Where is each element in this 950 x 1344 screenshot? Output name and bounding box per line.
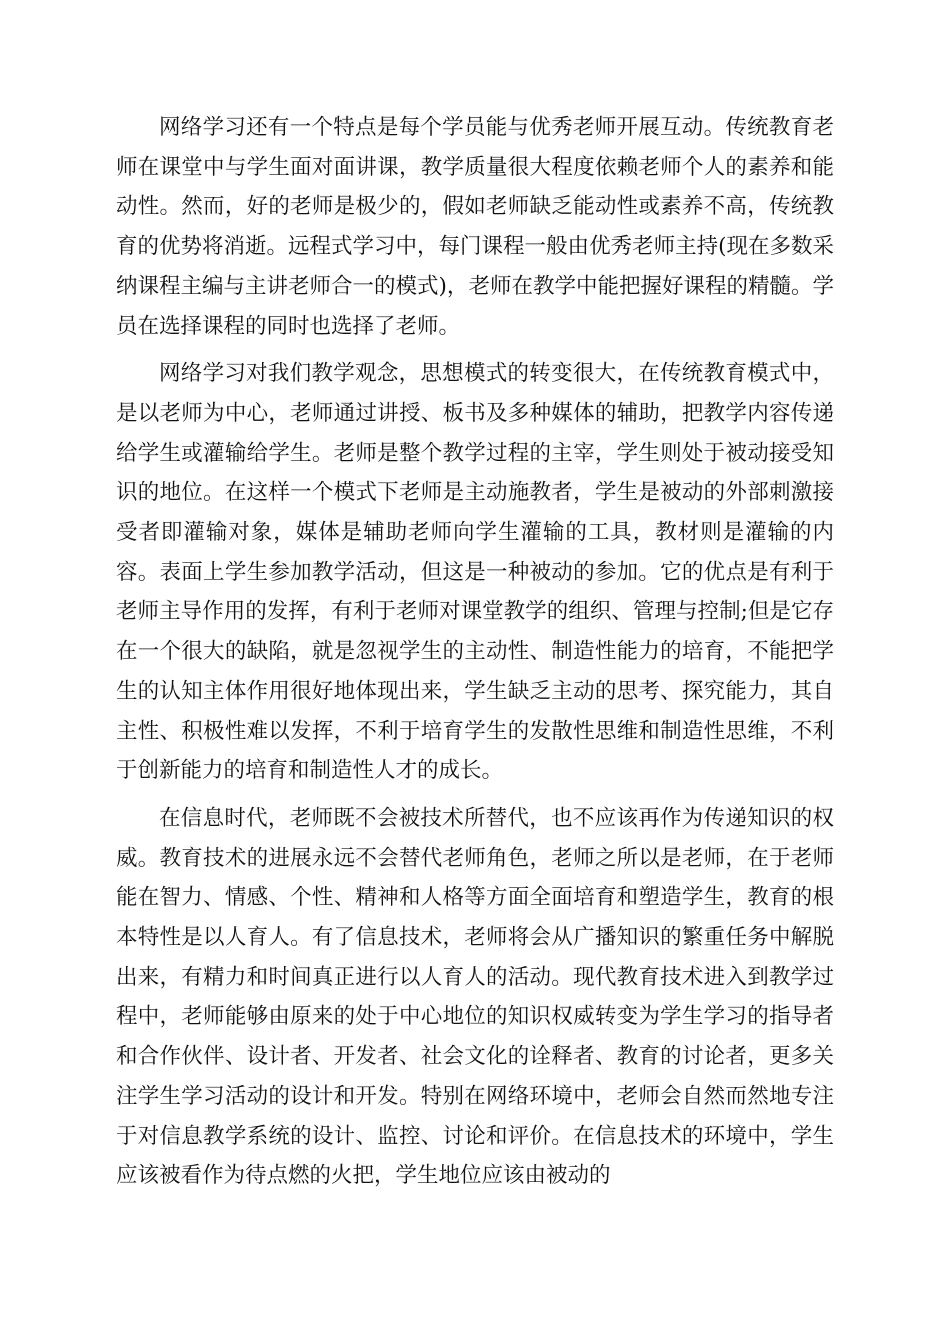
paragraph-1: 网络学习还有一个特点是每个学员能与优秀老师开展互动。传统教育老师在课堂中与学生面对面讲课，教学质量很大程度依赖老师个人的素养和能动性。然而，好的老师是极少的，假如老师缺乏能动性或素养不高，传统教育的优势将消逝。远程式学习中，每门课程一般由优秀老师主持(现在多数采纳课程主编与主讲老师合一的模式)，老师在教学中能把握好课程的精髓。学员在选择课程的同时也选择了老师。 bbox=[116, 115, 834, 339]
paragraph-2: 网络学习对我们教学观念，思想模式的转变很大，在传统教育模式中，是以老师为中心，老师通过讲授、板书及多种媒体的辅助，把教学内容传递给学生或灌输给学生。老师是整个教学过程的主宰，学生则处于被动接受知识的地位。在这样一个模式下老师是主动施教者，学生是被动的外部刺激接受者即灌输对象，媒体是辅助老师向学生灌输的工具，教材则是灌输的内容。表面上学生参加教学活动，但这是一种被动的参加。它的优点是有利于老师主导作用的发挥，有利于老师对课堂教学的组织、管理与控制;但是它存在一个很大的缺陷，就是忽视学生的主动性、制造性能力的培育，不能把学生的认知主体作用很好地体现出来，学生缺乏主动的思考、探究能力，其自主性、积极性难以发挥，不利于培育学生的发散性思维和制造性思维，不利于创新能力的培育和制造性人才的成长。 bbox=[116, 361, 834, 784]
document-body bbox=[116, 108, 834, 1196]
paragraph-3: 在信息时代，老师既不会被技术所替代，也不应该再作为传递知识的权威。教育技术的进展永远不会替代老师角色，老师之所以是老师，在于老师能在智力、情感、个性、精神和人格等方面全面培育和塑造学生，教育的根本特性是以人育人。有了信息技术，老师将会从广播知识的繁重任务中解脱出来，有精力和时间真正进行以人育人的活动。现代教育技术进入到教学过程中，老师能够由原来的处于中心地位的知识权威转变为学生学习的指导者和合作伙伴、设计者、开发者、社会文化的诠释者、教育的讨论者，更多关注学生学习活动的设计和开发。特别在网络环境中，老师会自然而然地专注于对信息教学系统的设计、监控、讨论和评价。在信息技术的环境中，学生应该被看作为待点燃的火把，学生地位应该由被动的 bbox=[116, 805, 834, 1189]
